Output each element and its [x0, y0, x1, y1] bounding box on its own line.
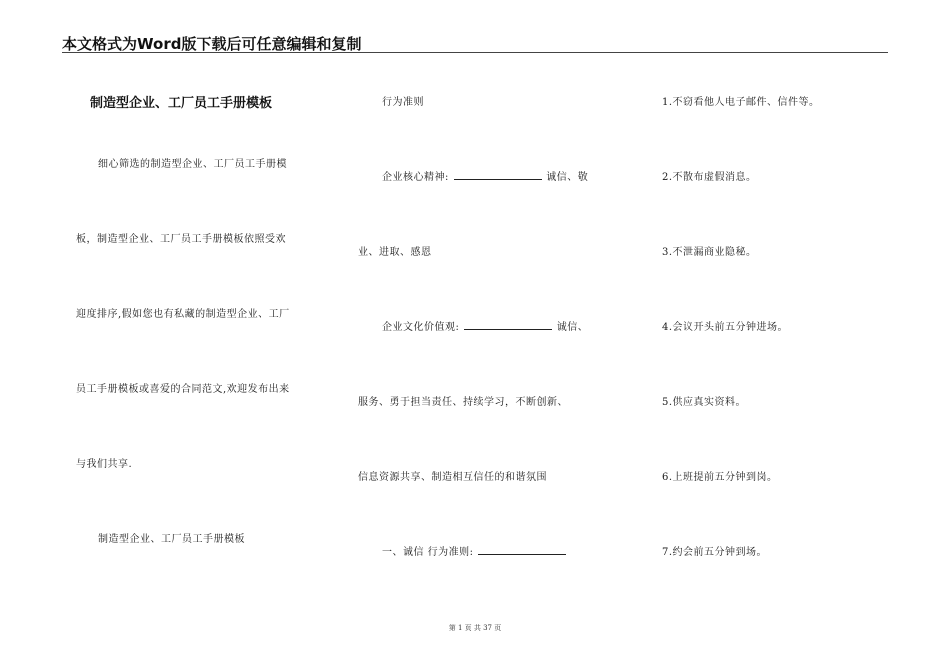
rule-item: 1.不窃看他人电子邮件、信件等。: [662, 97, 820, 108]
core-spirit-label: 企业核心精神:: [382, 172, 449, 183]
page-footer: 第 1 页 共 37 页: [448, 624, 502, 632]
culture-values-continued-1: 服务、勇于担当责任、持续学习，不断创新、: [358, 397, 568, 408]
culture-values-line: [382, 318, 588, 333]
document-title: 制造型企业、工厂员工手册模板: [90, 96, 273, 111]
core-spirit-continued: 业、进取、感恩: [358, 247, 432, 258]
culture-values-blank: [464, 319, 552, 330]
culture-values-start: 诚信、: [556, 322, 589, 333]
intro-line-4: 员工手册模板或喜爱的合同范文,欢迎发布出来: [76, 384, 290, 395]
core-spirit-blank: [454, 169, 542, 180]
header-rule: [62, 52, 888, 53]
code-of-conduct-label: 行为准则: [382, 97, 424, 108]
culture-values-continued-2: 信息资源共享、制造相互信任的和谐氛围: [358, 472, 547, 483]
culture-values-label: 企业文化价值观:: [382, 322, 460, 333]
rule-item: 4.会议开头前五分钟进场。: [662, 322, 789, 333]
intro-line-2: 板，制造型企业、工厂员工手册模板依照受欢: [76, 234, 286, 245]
rule-item: 3.不泄漏商业隐秘。: [662, 247, 757, 258]
integrity-line: [382, 543, 567, 558]
rule-item: 5.供应真实资料。: [662, 397, 747, 408]
integrity-blank: [478, 544, 566, 555]
rule-item: 7.约会前五分钟到场。: [662, 547, 768, 558]
intro-line-3: 迎度排序,假如您也有私藏的制造型企业、工厂: [76, 309, 290, 320]
core-spirit-line: [382, 168, 588, 183]
section-heading: 制造型企业、工厂员工手册模板: [98, 534, 245, 545]
rule-item: 2.不散布虚假消息。: [662, 172, 757, 183]
core-spirit-values: 诚信、敬: [546, 172, 589, 183]
intro-line-1: 细心筛选的制造型企业、工厂员工手册模: [98, 159, 287, 170]
integrity-label: 一、诚信 行为准则:: [382, 547, 474, 558]
intro-line-5: 与我们共享.: [76, 459, 133, 470]
document-banner: 本文格式为Word版下载后可任意编辑和复制: [62, 35, 362, 53]
rule-item: 6.上班提前五分钟到岗。: [662, 472, 778, 483]
